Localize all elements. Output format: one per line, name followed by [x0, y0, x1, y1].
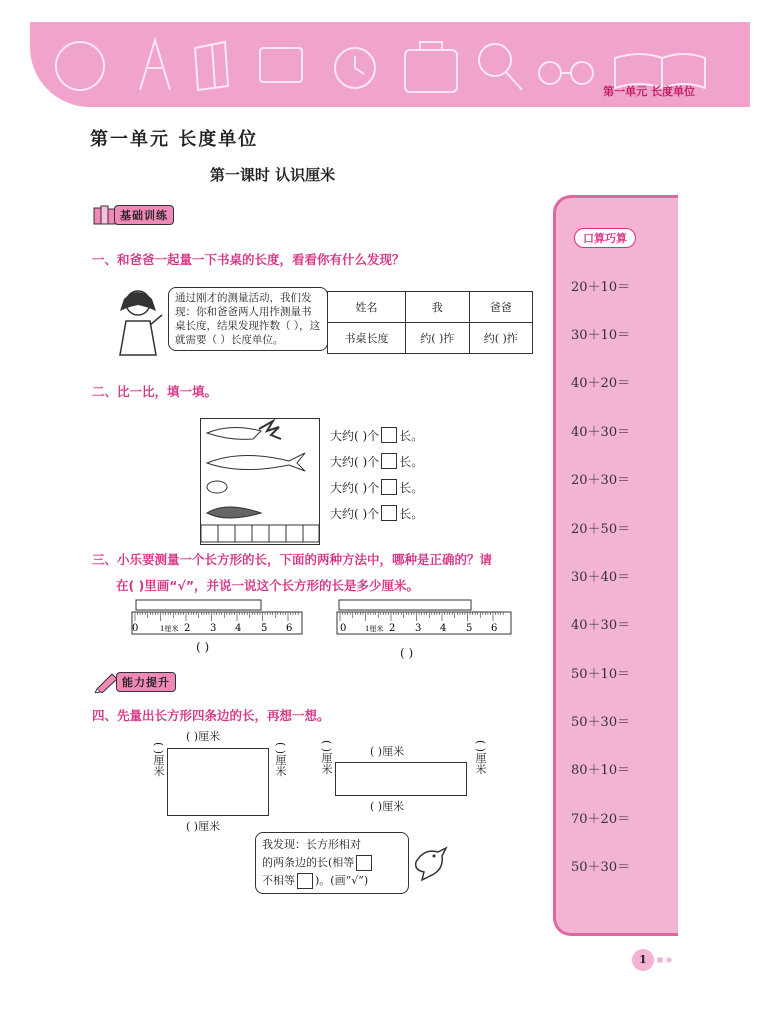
- bird-icon: [412, 842, 448, 882]
- svg-text:6: 6: [491, 623, 498, 634]
- checkbox-not-equal[interactable]: [297, 873, 313, 889]
- equation: 20＋50＝: [571, 522, 631, 537]
- rect2-left-label: ( )厘米: [320, 740, 333, 775]
- question-3-line2: 在( )里画“√”，并说一说这个长方形的长是多少厘米。: [116, 578, 420, 593]
- equation: 50＋30＝: [571, 715, 631, 730]
- rect2-right-label: ( )厘米: [474, 740, 487, 775]
- svg-text:0: 0: [340, 623, 347, 634]
- lesson-title: 第一课时 认识厘米: [209, 166, 336, 184]
- girl-icon: [112, 285, 167, 360]
- question-3-line1: 三、小乐要测量一个长方形的长，下面的两种方法中，哪种是正确的？请: [92, 552, 493, 567]
- equation: 50＋10＝: [571, 667, 631, 682]
- svg-text:4: 4: [440, 623, 447, 634]
- answer-right[interactable]: ( ): [400, 646, 414, 660]
- measure-table: [327, 291, 533, 354]
- rectangle-1: [167, 748, 269, 816]
- rect1-top-label: ( )厘米: [186, 730, 221, 743]
- answer-box[interactable]: [381, 453, 397, 469]
- page-number: 1: [632, 949, 654, 971]
- rectangle-2: [335, 762, 467, 796]
- answer-box[interactable]: [381, 505, 397, 521]
- question-1: 一、和爸爸一起量一下书桌的长度，看看你有什么发现？: [92, 252, 405, 267]
- table-header: 我: [406, 292, 469, 323]
- svg-text:2: 2: [184, 623, 191, 634]
- section-badge-label: 基础训练: [114, 205, 174, 225]
- rect2-top-label: ( )厘米: [370, 745, 405, 758]
- svg-text:6: 6: [286, 623, 293, 634]
- svg-text:5: 5: [261, 623, 268, 634]
- svg-text:3: 3: [415, 623, 422, 634]
- question-2: 二、比一比，填一填。: [92, 384, 218, 399]
- equation: 20＋10＝: [571, 280, 631, 295]
- answer-box[interactable]: [381, 427, 397, 443]
- equation: 70＋20＝: [571, 812, 631, 827]
- estimate-row: 大约( )个 长。: [330, 428, 424, 443]
- equation: 40＋20＝: [571, 376, 631, 391]
- mental-math-sidebar: [553, 195, 678, 936]
- section-badge-basic: [92, 205, 174, 225]
- svg-text:2: 2: [389, 623, 396, 634]
- ruler-right: [335, 598, 513, 636]
- unit-title: 第一单元 长度单位: [90, 129, 259, 150]
- svg-text:1厘米: 1厘米: [365, 625, 384, 633]
- table-cell: 约( )拃: [469, 323, 532, 354]
- header-breadcrumb: 第一单元 长度单位: [603, 85, 695, 98]
- svg-text:0: 0: [132, 623, 139, 634]
- table-cell: 约( )拃: [406, 323, 469, 354]
- dots-icon: [656, 955, 676, 965]
- svg-text:4: 4: [235, 623, 242, 634]
- rect1-bottom-label: ( )厘米: [186, 820, 221, 833]
- equation: 50＋30＝: [571, 860, 631, 875]
- answer-left[interactable]: ( ): [196, 640, 210, 654]
- sidebar-tag: 口算巧算: [574, 228, 636, 248]
- ruler-left: [130, 598, 305, 636]
- estimate-row: 大约( )个 长。: [330, 480, 424, 495]
- equation: 30＋10＝: [571, 328, 631, 343]
- equation: 40＋30＝: [571, 618, 631, 633]
- page-header: [30, 22, 750, 107]
- answer-box[interactable]: [381, 479, 397, 495]
- rect2-bottom-label: ( )厘米: [370, 800, 405, 813]
- svg-text:5: 5: [466, 623, 473, 634]
- equation: 30＋40＝: [571, 570, 631, 585]
- section-badge-advanced: [94, 672, 176, 692]
- equation: 80＋10＝: [571, 763, 631, 778]
- equation: 20＋30＝: [571, 473, 631, 488]
- estimate-row: 大约( )个 长。: [330, 454, 424, 469]
- estimate-list: [330, 422, 423, 526]
- rect1-right-label: ( )厘米: [274, 742, 287, 777]
- speech-bubble: 通过刚才的测量活动，我们发现：你和爸爸两人用拃测量书桌长度，结果发现拃数（ ），这就需要（ ）长度单位。: [168, 287, 328, 351]
- equation: 40＋30＝: [571, 425, 631, 440]
- finding-box: 我发现：长方形相对 的两条边的长(相等 不相等 )。(画“√”): [255, 832, 409, 894]
- table-header: 姓名: [328, 292, 406, 323]
- section-badge-label: 能力提升: [116, 672, 176, 692]
- table-cell: 书桌长度: [328, 323, 406, 354]
- objects-box: [200, 418, 320, 545]
- estimate-row: 大约( )个 长。: [330, 506, 424, 521]
- table-header: 爸爸: [469, 292, 532, 323]
- svg-text:1厘米: 1厘米: [160, 625, 179, 633]
- objects-drawing: [201, 419, 319, 544]
- question-4: 四、先量出长方形四条边的长，再想一想。: [92, 708, 330, 723]
- svg-text:3: 3: [210, 623, 217, 634]
- checkbox-equal[interactable]: [356, 855, 372, 871]
- rect1-left-label: ( )厘米: [152, 742, 165, 777]
